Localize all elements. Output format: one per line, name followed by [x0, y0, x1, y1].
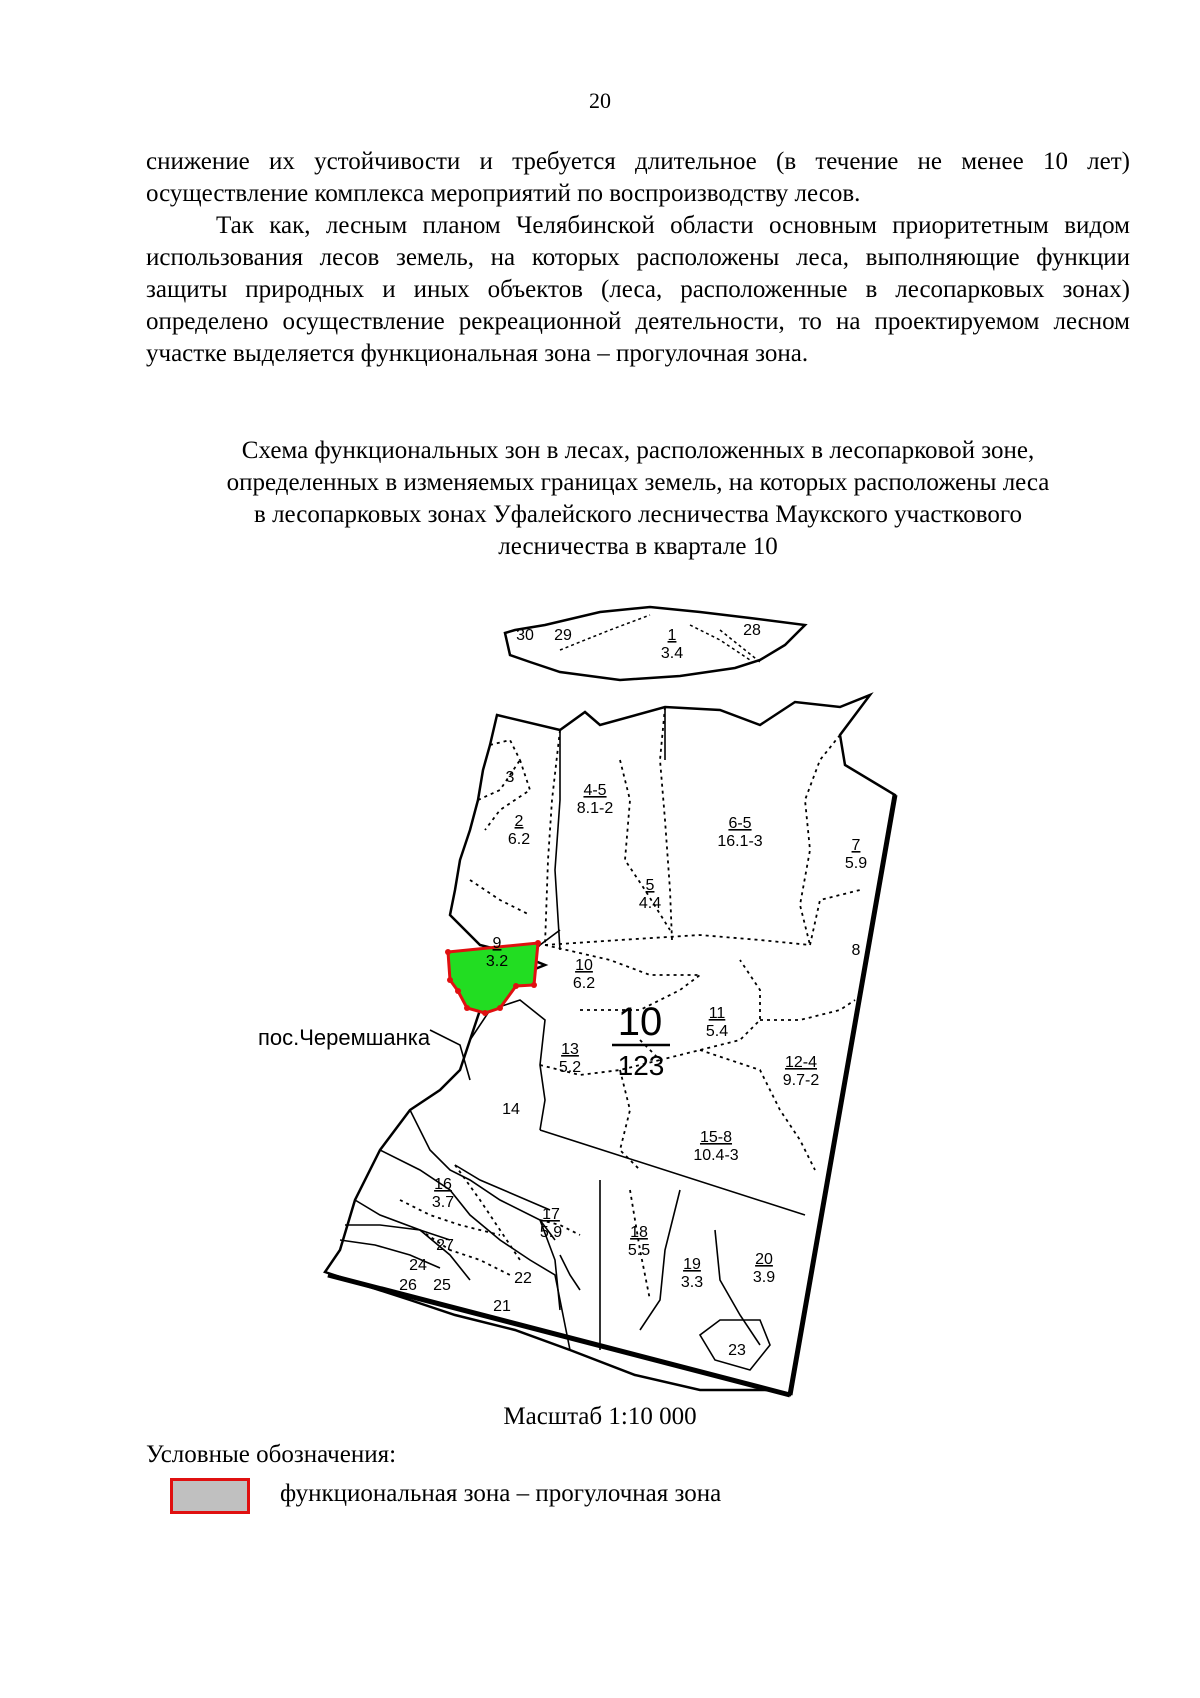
- plot-area-5: 4.4: [638, 895, 662, 912]
- plot-area-9: 3.2: [485, 953, 509, 970]
- plot-number-27: 27: [436, 1237, 454, 1254]
- plot-number-6-5: 6-5: [728, 815, 752, 832]
- north-strip-outline: [505, 607, 805, 680]
- legend-item-label: функциональная зона – прогулочная зона: [280, 1480, 722, 1507]
- plot-number-22: 22: [514, 1270, 532, 1287]
- plot-area-15-8: 10.4-3: [693, 1147, 739, 1164]
- plot-area-18: 5.5: [627, 1242, 651, 1259]
- scale-label: Масштаб 1:10 000: [503, 1403, 697, 1430]
- plot-area-13: 5.2: [558, 1059, 582, 1076]
- plot-number-7: 7: [851, 837, 861, 854]
- plot-number-24: 24: [409, 1257, 427, 1274]
- plot-number-2: 2: [514, 813, 524, 830]
- plot-number-19: 19: [683, 1256, 701, 1273]
- plot-area-16: 3.7: [431, 1194, 455, 1211]
- plot-number-18: 18: [630, 1224, 648, 1241]
- plot-number-4-5: 4-5: [583, 782, 607, 799]
- quarter-area: 123: [617, 1050, 665, 1081]
- plot-number-25: 25: [433, 1277, 451, 1294]
- paragraph-1: снижение их устойчивости и требуется длительное (в течение не менее 10 лет) осуществление комплекса мероприятий по воспроизводству лесов.: [146, 148, 1130, 207]
- plot-area-1: 3.4: [660, 645, 684, 662]
- plot-area-20: 3.9: [752, 1269, 776, 1286]
- plot-area-12-4: 9.7-2: [782, 1072, 820, 1089]
- plot-area-11: 5.4: [705, 1023, 729, 1040]
- caption-line-3: в лесопарковых зонах Уфалейского лесничества Маукского участкового: [254, 501, 1022, 528]
- plot-number-26: 26: [399, 1277, 417, 1294]
- plot-area-4-5: 8.1-2: [576, 800, 614, 817]
- plot-area-6-5: 16.1-3: [717, 833, 763, 850]
- plot-number-16: 16: [434, 1176, 452, 1193]
- plot-number-10: 10: [575, 957, 593, 974]
- plot-number-12-4: 12-4: [784, 1054, 818, 1071]
- plot-number-14: 14: [502, 1101, 520, 1118]
- quarter-number: 10: [617, 1000, 663, 1044]
- page-number: 20: [589, 88, 611, 113]
- plot-area-19: 3.3: [680, 1274, 704, 1291]
- plot-number-3: 3: [505, 769, 515, 786]
- plot-number-23: 23: [728, 1342, 746, 1359]
- plot-number-5: 5: [645, 877, 655, 894]
- plot-number-9: 9: [492, 935, 502, 952]
- caption-line-1: Схема функциональных зон в лесах, расположенных в лесопарковой зоне,: [241, 437, 1035, 464]
- plot-number-30: 30: [516, 627, 534, 644]
- plot-number-15-8: 15-8: [699, 1129, 733, 1146]
- plot-number-29: 29: [554, 627, 572, 644]
- legend-title: Условные обозначения:: [146, 1441, 397, 1468]
- plot-area-17: 5.9: [539, 1224, 563, 1241]
- legend-swatch: [170, 1478, 250, 1514]
- plot-number-13: 13: [561, 1041, 579, 1058]
- plot-area-2: 6.2: [507, 831, 531, 848]
- caption-line-2: определенных в изменяемых границах земель, на которых расположены леса: [226, 469, 1050, 496]
- paragraph-2: Так как, лесным планом Челябинской области основным приоритетным видом использования лесов земель, на которых расположены леса, выполняющие функции защиты природных и иных объектов (леса, расположенные в лесопарковых зонах) определено осуществление рекреационной деятельности, то на проектируемом лесном участке выделяется функциональная зона – прогулочная зона.: [146, 212, 1130, 367]
- plot-number-20: 20: [755, 1251, 773, 1268]
- plot-number-28: 28: [743, 622, 761, 639]
- legend-item: [170, 1478, 870, 1518]
- plot-area-10: 6.2: [572, 975, 596, 992]
- plot-number-8: 8: [851, 942, 861, 959]
- plot-number-21: 21: [493, 1298, 511, 1315]
- plot-number-17: 17: [542, 1206, 560, 1223]
- plot-number-1: 1: [667, 627, 677, 644]
- plot-area-7: 5.9: [844, 855, 868, 872]
- caption-line-4: лесничества в квартале 10: [498, 533, 778, 560]
- settlement-label: пос.Черемшанка: [258, 1025, 431, 1050]
- plot-number-11: 11: [708, 1005, 726, 1022]
